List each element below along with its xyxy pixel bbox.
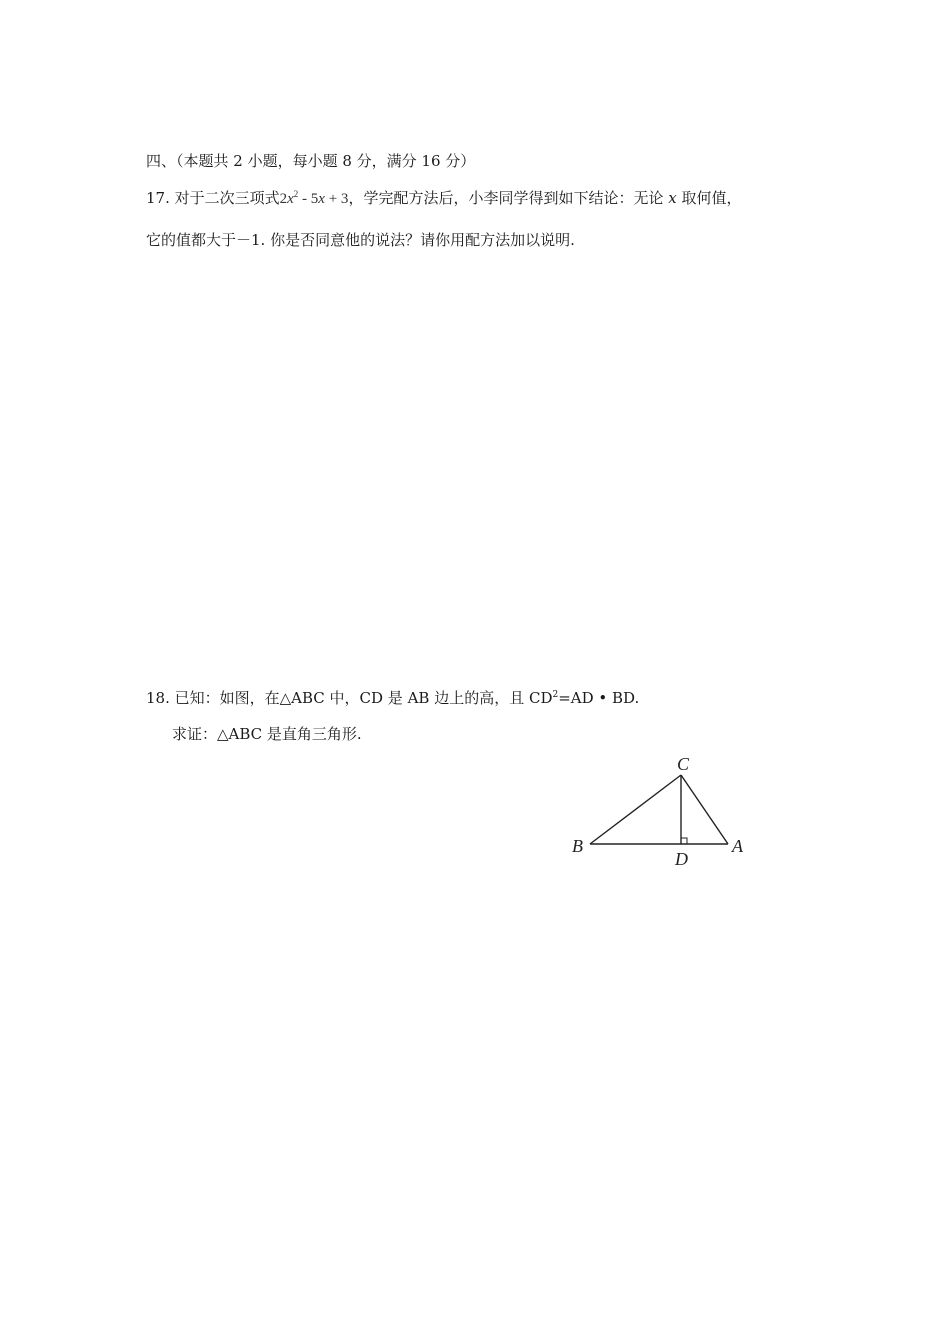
section-heading: 四、（本题共 2 小题，每小题 8 分，满分 16 分）: [146, 152, 476, 170]
question-17-text-end: 取何值，: [676, 189, 742, 207]
question-18-line-1: [146, 688, 639, 708]
vertex-label-c: C: [677, 754, 690, 774]
vertex-label-a: A: [732, 836, 743, 856]
right-angle-mark: [681, 838, 687, 844]
question-17-line-2: 它的值都大于－1. 你是否同意他的说法？请你用配方法加以说明.: [146, 231, 575, 249]
exponent: 2: [552, 690, 559, 700]
question-17-line-1: [146, 188, 741, 209]
triangle-figure: [560, 750, 760, 880]
question-17-text: ，学完配方法后，小李同学得到如下结论：无论: [348, 189, 669, 207]
vertex-label-b: B: [572, 836, 583, 856]
question-18-given-end: =AD • BD.: [558, 689, 640, 707]
vertex-label-d: D: [675, 849, 688, 869]
question-18-line-2: 求证：△ABC 是直角三角形.: [172, 725, 362, 743]
quadratic-expression: $2x^2 - 5x + 3$: [279, 189, 349, 207]
side-ca: [681, 775, 728, 844]
question-17-prefix: 17. 对于二次三项式: [146, 189, 280, 207]
triangle-diagram: [560, 750, 760, 880]
side-bc: [590, 775, 681, 844]
question-18-given: 18. 已知：如图，在△ABC 中，CD 是 AB 边上的高，且 CD: [146, 689, 553, 707]
variable-x: x: [668, 189, 677, 207]
